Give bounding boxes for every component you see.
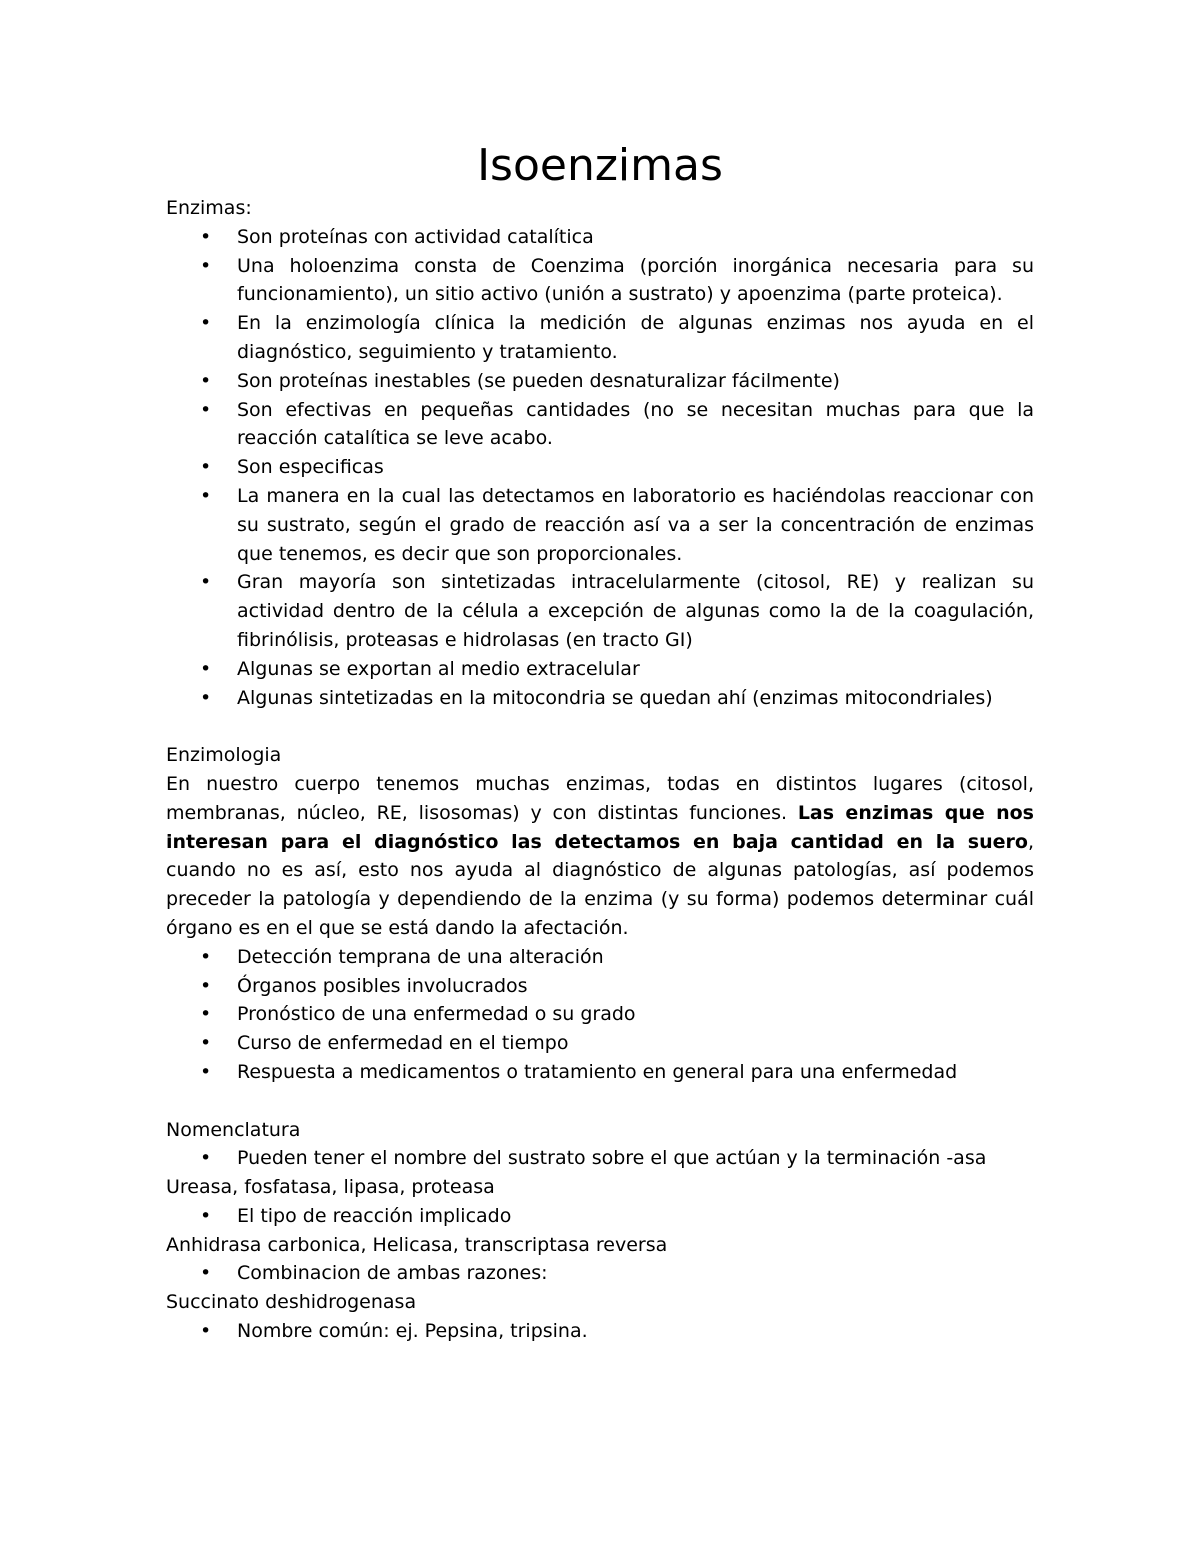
section-heading-enzimologia: Enzimologia — [166, 744, 282, 767]
list-item: • Son proteínas inestables (se pueden desnaturalizar fácilmente) — [166, 367, 1034, 396]
list-item: • Algunas sintetizadas en la mitocondria se quedan ahí (enzimas mitocondriales) — [166, 684, 1034, 713]
list-item: • Son especificas — [166, 453, 1034, 482]
list-item: • Una holoenzima consta de Coenzima (porción inorgánica necesaria para su funcionamiento), un sitio activo (unión a sustrato) y apoenzima (parte proteica). — [166, 252, 1034, 310]
list-item: • Gran mayoría son sintetizadas intracelularmente (citosol, RE) y realizan su actividad dentro de la célula a excepción de algunas como la de la coagulación, fibrinólisis, proteasas e hidrolasas (en tracto GI) — [166, 568, 1034, 654]
enzimas-list — [166, 223, 1034, 713]
example-line: Ureasa, fosfatasa, lipasa, proteasa — [166, 1176, 495, 1199]
paragraph-text-start: En nuestro cuerpo tenemos muchas enzimas, todas en distintos lugares (citosol, membranas, núcleo, RE, lisosomas) y con distintas funciones. — [166, 772, 1034, 824]
list-item: • Órganos posibles involucrados — [166, 972, 1034, 1001]
list-item: • Combinacion de ambas razones: — [166, 1259, 1034, 1288]
list-item: • Algunas se exportan al medio extracelular — [166, 655, 1034, 684]
nomenclatura-list-4 — [166, 1317, 1034, 1346]
example-line: Anhidrasa carbonica, Helicasa, transcriptasa reversa — [166, 1233, 668, 1256]
list-item: • Nombre común: ej. Pepsina, tripsina. — [166, 1317, 1034, 1346]
section-heading-enzimas: Enzimas: — [166, 197, 252, 219]
section-heading-nomenclatura: Nomenclatura — [166, 1118, 301, 1141]
list-item: • En la enzimología clínica la medición de algunas enzimas nos ayuda en el diagnóstico, seguimiento y tratamiento. — [166, 309, 1034, 367]
example-line: Succinato deshidrogenasa — [166, 1291, 417, 1314]
list-item: • Curso de enfermedad en el tiempo — [166, 1029, 1034, 1058]
list-item: • Pueden tener el nombre del sustrato sobre el que actúan y la terminación -asa — [166, 1144, 1034, 1173]
list-item: • Son efectivas en pequeñas cantidades (no se necesitan muchas para que la reacción catalítica se leve acabo. — [166, 396, 1034, 454]
spacer — [166, 712, 1034, 741]
nomenclatura-list-2 — [166, 1202, 1034, 1231]
list-item: • Pronóstico de una enfermedad o su grado — [166, 1000, 1034, 1029]
document-body — [166, 194, 1034, 1346]
list-item: • Son proteínas con actividad catalítica — [166, 223, 1034, 252]
paragraph-text-end: , cuando no es así, esto nos ayuda al diagnóstico de algunas patologías, así podemos preceder la patología y dependiendo de la enzima (y su forma) podemos determinar cuál órgano es en el que se está dando la afectación. — [166, 830, 1034, 939]
page-title: Isoenzimas — [477, 140, 723, 191]
nomenclatura-list-3 — [166, 1259, 1034, 1288]
enzimologia-list — [166, 943, 1034, 1087]
paragraph-bold-text: Las enzimas que nos interesan para el diagnóstico las detectamos en baja cantidad en la suero — [166, 801, 1034, 853]
nomenclatura-list-1 — [166, 1144, 1034, 1173]
spacer — [166, 1087, 1034, 1116]
list-item: • La manera en la cual las detectamos en laboratorio es haciéndolas reaccionar con su sustrato, según el grado de reacción así va a ser la concentración de enzimas que tenemos, es decir que son proporcionales. — [166, 482, 1034, 568]
list-item: • El tipo de reacción implicado — [166, 1202, 1034, 1231]
enzimologia-paragraph — [166, 770, 1034, 943]
list-item: • Respuesta a medicamentos o tratamiento en general para una enfermedad — [166, 1058, 1034, 1087]
list-item: • Detección temprana de una alteración — [166, 943, 1034, 972]
